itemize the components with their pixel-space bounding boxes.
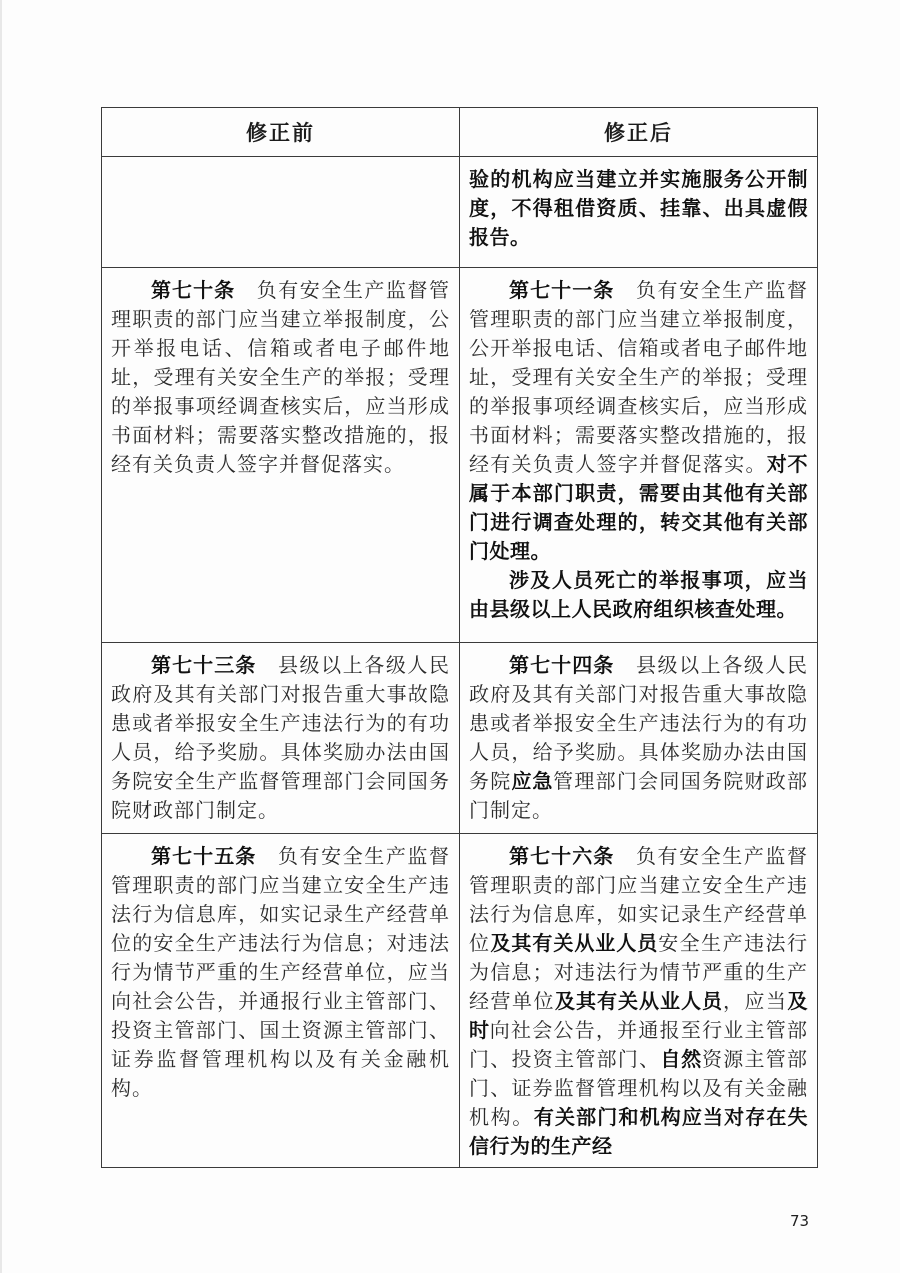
paragraph (111, 842, 450, 1103)
amended-text-segment: 第七十三条 (151, 653, 257, 677)
paragraph (469, 842, 808, 1161)
paragraph (469, 276, 808, 566)
table-body (102, 157, 818, 1168)
table-row (102, 268, 818, 643)
table-row (102, 834, 818, 1168)
amended-text-segment: 第七十五条 (151, 844, 257, 868)
paragraph (469, 165, 808, 252)
text-segment: 负有安全生产监督管理职责的部门应当建立举报制度，公开举报电话、信箱或者电子邮件地址，受理有关安全生产的举报；受理的举报事项经调查核实后，应当形成书面材料；需要落实整改措施的，报经有关负责人签字并督促落实。 (111, 278, 451, 476)
text-segment: 县级以上各级人民政府及其有关部门对报告重大事故隐患或者举报安全生产违法行为的有功人员，给予奖励。具体奖励办法由国务院 (469, 653, 809, 793)
text-segment: ，应当 (723, 989, 788, 1013)
amended-text-segment: 自然 (660, 1047, 702, 1071)
column-header-after: 修正后 (460, 108, 818, 157)
text-segment: 管理部门会同国务院财政部门制定。 (469, 769, 809, 822)
page-number: 73 (790, 1212, 810, 1230)
amended-text-segment: 对不属于本部门职责，需要由其他有关部门进行调查处理的，转交其他有关部门处理。 (469, 452, 809, 563)
amended-text-segment: 涉及人员死亡的举报事项，应当由县级以上人民政府组织核查处理。 (469, 568, 808, 621)
cell-after (460, 834, 818, 1168)
amended-text-segment: 第七十六条 (509, 844, 615, 868)
text-segment: 县级以上各级人民政府及其有关部门对报告重大事故隐患或者举报安全生产违法行为的有功人员，给予奖励。具体奖励办法由国务院安全生产监督管理部门会同国务院财政部门制定。 (111, 653, 451, 822)
column-header-before: 修正前 (102, 108, 460, 157)
amended-text-segment: 有关部门和机构应当对存在失信行为的生产经 (469, 1105, 809, 1158)
amendment-comparison-table (101, 107, 818, 1168)
cell-before (102, 834, 460, 1168)
amended-text-segment: 验的机构应当建立并实施服务公开制度，不得租借资质、挂靠、出具虚假报告。 (469, 167, 808, 249)
text-segment: 资源主管部门、证券监督管理机构以及有关金融机构。 (469, 1047, 809, 1129)
amended-text-segment: 第七十一条 (509, 278, 615, 302)
amended-text-segment: 应急 (511, 769, 554, 793)
cell-after (460, 643, 818, 834)
amended-text-segment: 及时 (469, 989, 808, 1042)
cell-before (102, 157, 460, 268)
text-segment: 安全生产违法行为信息；对违法行为情节严重的生产经营单位 (469, 931, 809, 1013)
paragraph (111, 651, 450, 825)
cell-before (102, 643, 460, 834)
text-segment: 负有安全生产监督管理职责的部门应当建立安全生产违法行为信息库，如实记录生产经营单位的安全生产违法行为信息；对违法行为情节严重的生产经营单位，应当向社会公告，并通报行业主管部门、投资主管部门、国土资源主管部门、证券监督管理机构以及有关金融机构。 (111, 844, 451, 1100)
cell-after (460, 157, 818, 268)
cell-before (102, 268, 460, 643)
text-segment: 负有安全生产监督管理职责的部门应当建立安全生产违法行为信息库，如实记录生产经营单位 (469, 844, 809, 955)
amended-text-segment: 及其有关从业人员 (490, 931, 659, 955)
paragraph (469, 566, 808, 624)
header-row (102, 108, 818, 157)
amended-text-segment: 第七十四条 (509, 653, 615, 677)
text-segment: 负有安全生产监督管理职责的部门应当建立举报制度，公开举报电话、信箱或者电子邮件地址，受理有关安全生产的举报；受理的举报事项经调查核实后，应当形成书面材料；需要落实整改措施的，报经有关负责人签字并督促落实。 (469, 278, 809, 476)
cell-after (460, 268, 818, 643)
paragraph (469, 651, 808, 825)
paragraph (111, 276, 450, 479)
text-segment: 向社会公告，并通报至行业主管部门、投资主管部门、 (469, 1018, 809, 1071)
table-row (102, 157, 818, 268)
scan-edge-shading (0, 0, 2, 1273)
table-header (102, 108, 818, 157)
amended-text-segment: 及其有关从业人员 (555, 989, 723, 1013)
amended-text-segment: 第七十条 (151, 278, 236, 302)
table-row (102, 643, 818, 834)
